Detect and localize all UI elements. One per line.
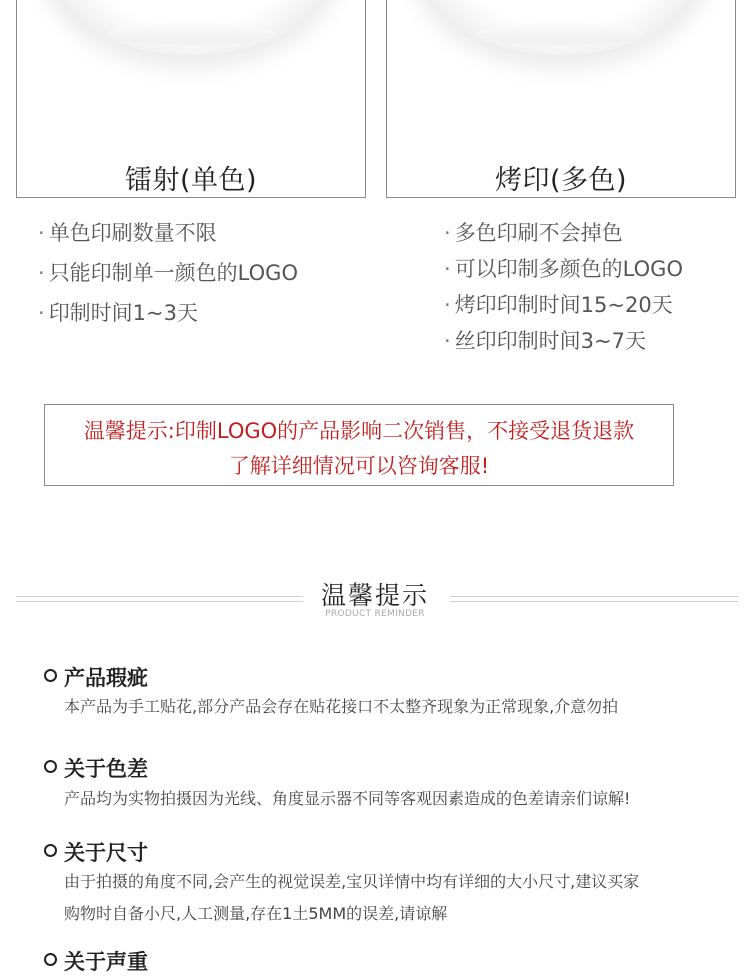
bake-print-option-title: 烤印(多色) — [494, 165, 628, 196]
list-item: · 烤印印制时间15~20天 — [444, 289, 673, 319]
list-item: · 丝印印制时间3~7天 — [444, 325, 646, 355]
circle-bullet-icon — [44, 844, 57, 857]
list-item: · 多色印刷不会掉色 — [444, 217, 623, 247]
list-item: · 印制时间1~3天 — [38, 297, 198, 327]
section-heading-color: 关于色差 — [64, 757, 148, 781]
section-heading-defects: 产品瑕疵 — [64, 666, 148, 690]
notice-line-1: 温馨提示:印制LOGO的产品影响二次销售，不接受退货退款 — [83, 419, 635, 443]
reminder-title: 温馨提示 — [320, 581, 429, 610]
logo-print-notice — [44, 404, 674, 486]
section-text-size-line2: 购物时自备小尺,人工测量,存在1土5MM的误差,请谅解 — [64, 904, 448, 923]
list-item: · 可以印制多颜色的LOGO — [444, 253, 683, 283]
list-item: · 只能印制单一颜色的LOGO — [38, 257, 298, 287]
notice-line-2: 了解详细情况可以咨询客服! — [228, 454, 490, 478]
plate-image — [411, 0, 711, 55]
section-text-color: 产品均为实物拍摄因为光线、角度显示器不同等客观因素造成的色差请亲们谅解! — [64, 789, 631, 808]
plate-image — [41, 0, 341, 55]
bake-print-option-card — [386, 0, 736, 198]
laser-option-title: 镭射(单色) — [124, 165, 258, 196]
circle-bullet-icon — [44, 669, 57, 682]
section-heading-weight: 关于声重 — [64, 950, 148, 974]
section-heading-size: 关于尺寸 — [64, 841, 148, 865]
circle-bullet-icon — [44, 760, 57, 773]
list-item: · 单色印刷数量不限 — [38, 217, 217, 247]
section-text-size-line1: 由于拍摄的角度不同,会产生的视觉误差,宝贝详情中均有详细的大小尺寸,建议买家 — [64, 872, 640, 891]
section-text-defects: 本产品为手工贴花,部分产品会存在贴花接口不太整齐现象为正常现象,介意勿拍 — [64, 697, 619, 716]
reminder-subtitle: PRODUCT REMINDER — [325, 609, 425, 619]
laser-option-card — [16, 0, 366, 198]
